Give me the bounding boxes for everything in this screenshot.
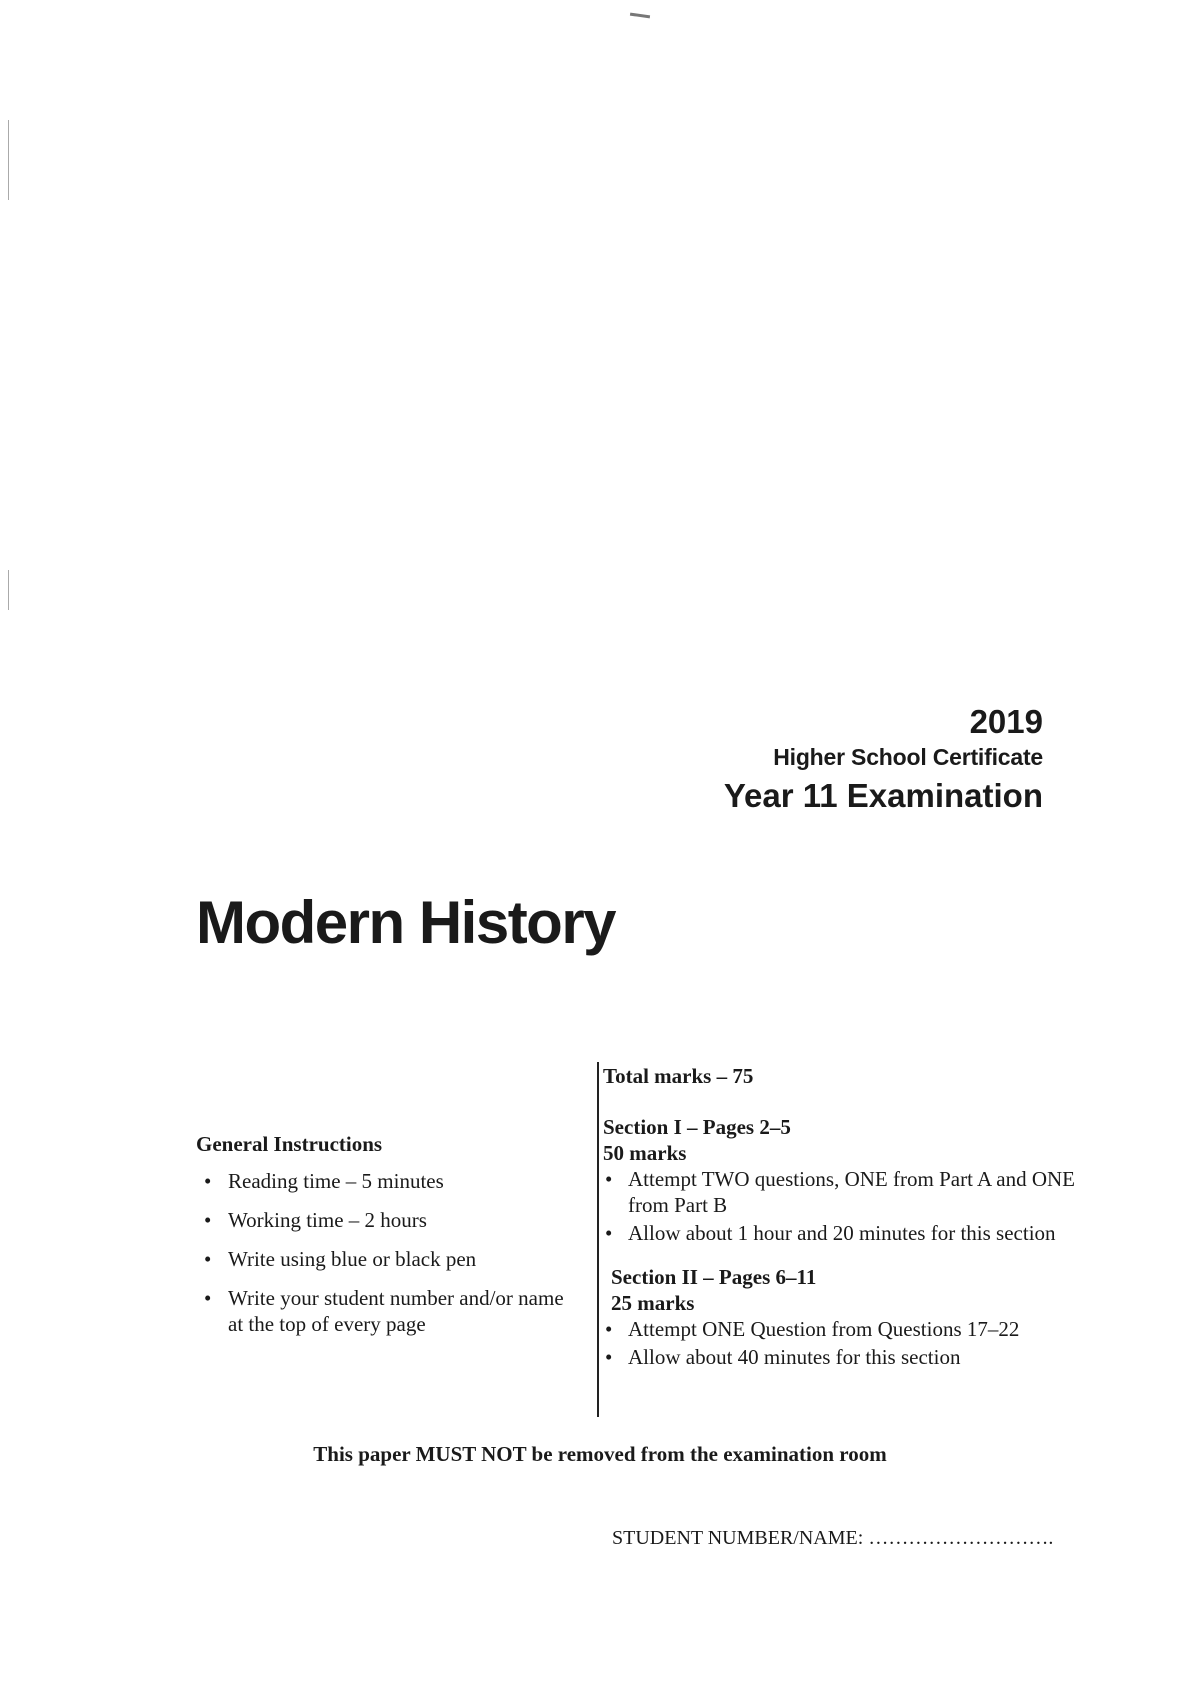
list-item xyxy=(196,1168,576,1194)
bullet-icon: • xyxy=(204,1208,212,1232)
section-heading: Section I – Pages 2–5 xyxy=(603,1115,791,1139)
marks-info xyxy=(603,1062,1083,1388)
instruction-text: Allow about 1 hour and 20 minutes for this section xyxy=(628,1221,1056,1245)
instruction-text: Write using blue or black pen xyxy=(228,1247,477,1271)
instruction-text: Write your student number and/or name at the top of every page xyxy=(228,1286,564,1336)
list-item xyxy=(603,1220,1083,1246)
exam-header xyxy=(724,702,1043,818)
bullet-icon: • xyxy=(605,1345,613,1369)
section-two xyxy=(605,1264,1083,1370)
list-item xyxy=(603,1166,1083,1218)
general-instructions-heading: General Instructions xyxy=(196,1132,383,1156)
instruction-text: Reading time – 5 minutes xyxy=(228,1169,444,1193)
total-marks: Total marks – 75 xyxy=(603,1064,754,1088)
general-instructions xyxy=(196,1130,576,1350)
exam-year: 2019 xyxy=(969,703,1043,740)
instruction-text: Attempt TWO questions, ONE from Part A and ONE from Part B xyxy=(628,1167,1075,1217)
scan-edge-mark xyxy=(8,120,9,200)
bullet-icon: • xyxy=(204,1169,212,1193)
instruction-text: Attempt ONE Question from Questions 17–22 xyxy=(628,1317,1020,1341)
column-divider xyxy=(597,1062,599,1417)
bullet-icon: • xyxy=(204,1247,212,1271)
removal-warning: This paper MUST NOT be removed from the examination room xyxy=(313,1442,887,1466)
general-instructions-list xyxy=(196,1168,576,1337)
instruction-text: Allow about 40 minutes for this section xyxy=(628,1345,961,1369)
scan-edge-mark xyxy=(8,570,9,610)
bullet-icon: • xyxy=(204,1286,212,1310)
section-instructions xyxy=(603,1166,1083,1246)
bullet-icon: • xyxy=(605,1221,613,1245)
student-number-label: STUDENT NUMBER/NAME: xyxy=(612,1527,864,1549)
bullet-icon: • xyxy=(605,1317,613,1341)
instruction-text: Working time – 2 hours xyxy=(228,1208,427,1232)
section-marks: 50 marks xyxy=(603,1141,687,1165)
list-item xyxy=(603,1344,1083,1370)
section-instructions xyxy=(603,1316,1083,1370)
exam-title: Year 11 Examination xyxy=(723,777,1043,814)
section-marks: 25 marks xyxy=(611,1291,695,1315)
section-heading: Section II – Pages 6–11 xyxy=(611,1265,817,1289)
list-item xyxy=(603,1316,1083,1342)
section-one xyxy=(603,1114,1083,1246)
student-number-dots: ………………………. xyxy=(868,1527,1054,1549)
bullet-icon: • xyxy=(605,1167,613,1191)
scan-speck xyxy=(630,13,650,19)
subject-title: Modern History xyxy=(196,889,616,956)
list-item xyxy=(196,1246,576,1272)
student-number-field[interactable] xyxy=(612,1525,1053,1551)
list-item xyxy=(196,1207,576,1233)
list-item xyxy=(196,1285,576,1337)
certificate-name: Higher School Certificate xyxy=(773,744,1043,770)
